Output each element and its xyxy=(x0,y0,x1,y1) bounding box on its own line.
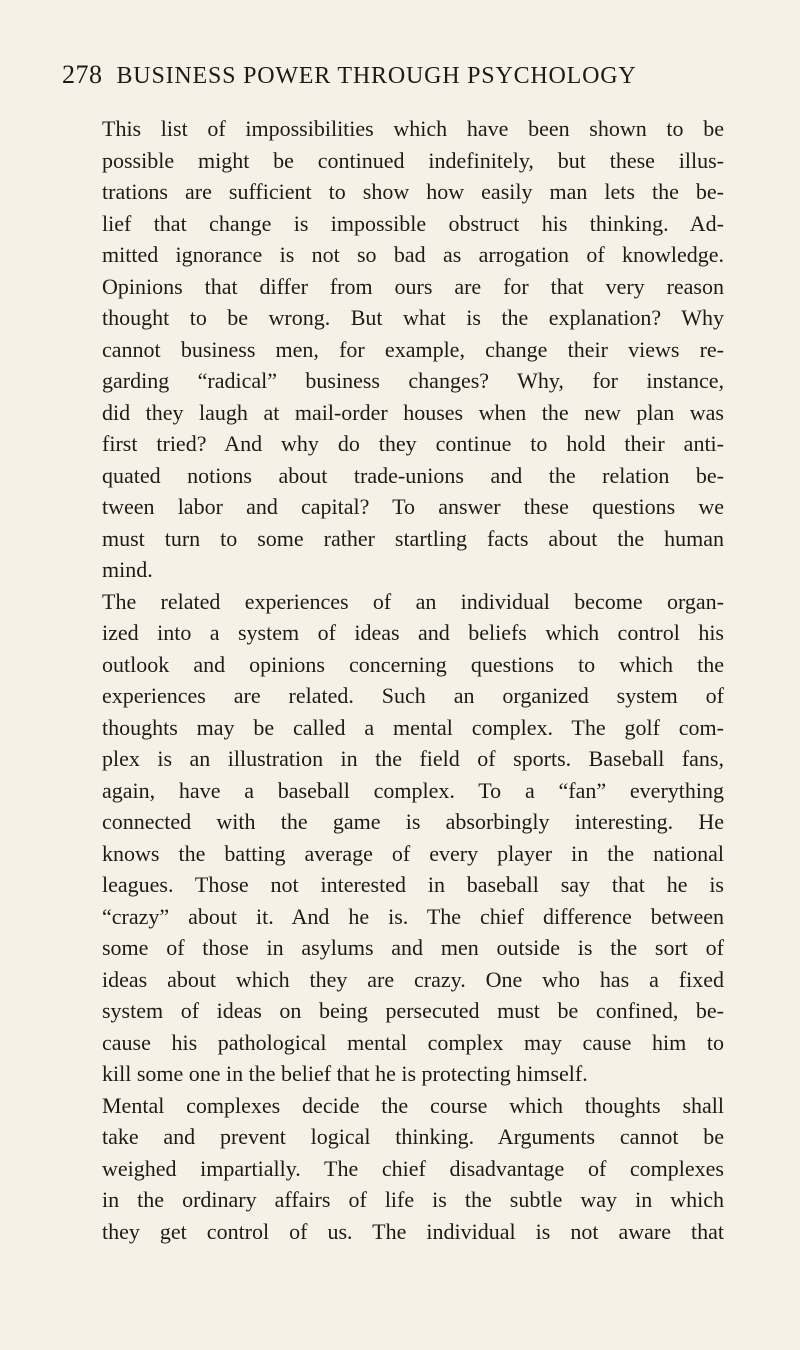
page-number: 278 xyxy=(62,60,103,89)
text-line: first tried? And why do they continue to hold their anti- xyxy=(102,431,724,456)
paragraph xyxy=(102,113,724,586)
text-line: must turn to some rather startling facts about the human xyxy=(102,525,724,551)
text-line: they get control of us. The individual is not aware that xyxy=(102,1218,724,1244)
text-line: Opinions that differ from ours are for that very reason xyxy=(102,273,724,299)
text-line: leagues. Those not interested in baseball say that he is xyxy=(102,872,724,897)
text-line: thought to be wrong. But what is the explanation? Why xyxy=(102,305,724,330)
text-line: mind. xyxy=(102,557,153,582)
paragraph xyxy=(102,1090,724,1248)
text-line: experiences are related. Such an organized system of xyxy=(102,683,724,708)
text-line: quated notions about trade-unions and the relation be- xyxy=(102,462,724,488)
running-title: BUSINESS POWER THROUGH PSYCHOLOGY xyxy=(116,63,637,89)
text-line: knows the batting average of every player in the national xyxy=(102,840,724,866)
text-line: some of those in asylums and men outside is the sort of xyxy=(102,935,724,960)
text-line: connected with the game is absorbingly interesting. He xyxy=(102,809,724,834)
text-line: trations are sufficient to show how easily man lets the be- xyxy=(102,179,724,204)
text-line: thoughts may be called a mental complex. The golf com- xyxy=(102,714,724,740)
text-line: The related experiences of an individual become organ- xyxy=(102,588,724,614)
text-line: lief that change is impossible obstruct his thinking. Ad- xyxy=(102,210,724,236)
text-line: cannot business men, for example, change their views re- xyxy=(102,336,724,362)
text-line: Mental complexes decide the course which thoughts shall xyxy=(102,1092,724,1118)
text-line: weighed impartially. The chief disadvantage of complexes xyxy=(102,1155,724,1181)
text-line: possible might be continued indefinitely, but these illus- xyxy=(102,147,724,173)
text-line: mitted ignorance is not so bad as arrogation of knowledge. xyxy=(102,242,724,267)
text-line: outlook and opinions concerning questions to which the xyxy=(102,651,724,677)
text-line: take and prevent logical thinking. Arguments cannot be xyxy=(102,1124,724,1149)
text-line: ideas about which they are crazy. One who has a fixed xyxy=(102,966,724,992)
text-line: cause his pathological mental complex may cause him to xyxy=(102,1029,724,1055)
body-text xyxy=(102,113,724,1247)
running-head xyxy=(62,60,762,96)
text-line: “crazy” about it. And he is. The chief difference between xyxy=(102,903,724,929)
text-line: plex is an illustration in the field of sports. Baseball fans, xyxy=(102,746,724,771)
text-line: again, have a baseball complex. To a “fan” everything xyxy=(102,777,724,803)
paragraph xyxy=(102,586,724,1090)
text-line: ized into a system of ideas and beliefs which control his xyxy=(102,620,724,645)
text-line: This list of impossibilities which have been shown to be xyxy=(102,116,724,141)
text-line: garding “radical” business changes? Why, for instance, xyxy=(102,368,724,393)
text-line: tween labor and capital? To answer these questions we xyxy=(102,494,724,519)
text-line: kill some one in the belief that he is protecting himself. xyxy=(102,1061,588,1086)
text-line: in the ordinary affairs of life is the subtle way in which xyxy=(102,1187,724,1212)
text-line: system of ideas on being persecuted must be confined, be- xyxy=(102,998,724,1023)
text-line: did they laugh at mail-order houses when the new plan was xyxy=(102,399,724,425)
